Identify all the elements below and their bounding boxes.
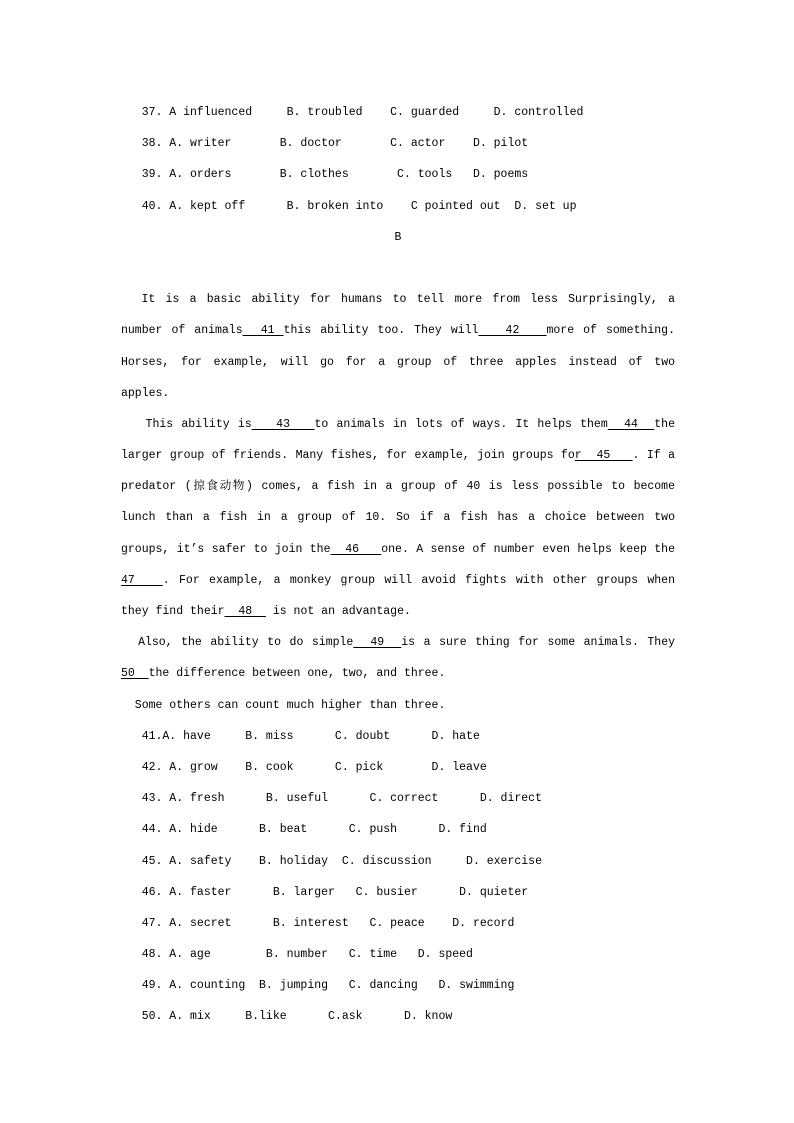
- text-segment: 40. A. kept off B. broken into C pointed out D. set up: [121, 199, 577, 213]
- section-header-line: [121, 222, 675, 253]
- answer-blank-42: 42: [478, 324, 547, 338]
- text-segment: the difference between one, two, and three.: [148, 667, 446, 681]
- text-segment: 47. A. secret B. interest C. peace D. record: [121, 916, 515, 930]
- answer-blank-43: 43: [251, 417, 315, 431]
- passage-line: [121, 627, 675, 658]
- question-line-40: [121, 191, 675, 222]
- passage-line: [121, 658, 675, 689]
- text-segment: 43. A. fresh B. useful C. correct D. direct: [121, 792, 542, 806]
- text-segment: 37. A influenced B. troubled C. guarded D. controlled: [121, 106, 584, 119]
- text-segment: 41.A. have B. miss C. doubt D. hate: [121, 729, 480, 743]
- text-segment: It is a basic ability for humans to tell more from less Surprisingly, a: [121, 293, 675, 307]
- question-line-38: [121, 128, 675, 159]
- answer-blank-45: r 45: [574, 449, 633, 463]
- text-segment: predator (掠食动物) comes, a fish in a group of 40 is less possible to become: [121, 480, 675, 494]
- text-segment: 38. A. writer B. doctor C. actor D. pilot: [121, 137, 529, 151]
- text-segment: this ability too. They will: [283, 324, 479, 338]
- question-line-37: [121, 97, 675, 128]
- text-segment: 50. A. mix B.like C.ask D. know: [121, 1010, 453, 1024]
- question-line-42: [121, 752, 675, 783]
- text-segment: is not an advantage.: [265, 605, 411, 618]
- passage-line: [121, 690, 675, 721]
- text-segment: Horses, for example, will go for a group of three apples instead of two: [121, 355, 675, 369]
- question-line-50: [121, 1001, 675, 1032]
- passage-line: [121, 440, 675, 471]
- passage-line: [121, 284, 675, 315]
- text-segment: 49. A. counting B. jumping C. dancing D. swimming: [121, 979, 515, 993]
- passage-line: [121, 596, 675, 627]
- text-segment: the: [654, 417, 675, 431]
- passage-line: [121, 378, 675, 409]
- text-segment: This ability is: [121, 417, 252, 431]
- answer-blank-44: 44: [607, 417, 655, 431]
- text-segment: groups, it’s safer to join the: [121, 542, 331, 556]
- question-line-46: [121, 877, 675, 908]
- question-line-43: [121, 783, 675, 814]
- text-segment: one. A sense of number even helps keep the: [381, 542, 675, 556]
- text-segment: more of something.: [546, 324, 675, 338]
- answer-blank-49: 49: [353, 636, 402, 650]
- text-segment: lunch than a fish in a group of 10. So if a fish has a choice between two: [121, 511, 675, 525]
- question-line-49: [121, 970, 675, 1001]
- answer-blank-41: 41: [242, 324, 284, 338]
- question-line-45: [121, 846, 675, 877]
- text-segment: they find their: [121, 605, 225, 618]
- passage-line: [121, 315, 675, 346]
- text-segment: 44. A. hide B. beat C. push D. find: [121, 823, 487, 837]
- text-segment: B: [394, 230, 402, 244]
- text-segment: larger group of friends. Many fishes, for example, join groups fo: [121, 449, 575, 463]
- blank-line: [121, 253, 675, 284]
- text-segment: Also, the ability to do simple: [121, 636, 354, 650]
- passage-line: [121, 347, 675, 378]
- question-line-41: [121, 721, 675, 752]
- text-segment: is a sure thing for some animals. They: [401, 636, 675, 650]
- question-line-47: [121, 908, 675, 939]
- passage-line: [121, 409, 675, 440]
- text-segment: number of animals: [121, 324, 243, 338]
- document-body: [121, 97, 675, 1033]
- passage-line: [121, 565, 675, 596]
- answer-blank-47: 47: [121, 573, 163, 587]
- question-line-44: [121, 814, 675, 845]
- text-segment: Some others can count much higher than three.: [121, 698, 446, 712]
- answer-blank-48: 48: [224, 605, 266, 618]
- text-segment: 48. A. age B. number C. time D. speed: [121, 948, 473, 962]
- answer-blank-50: 50: [121, 667, 149, 681]
- text-segment: 45. A. safety B. holiday C. discussion D. exercise: [121, 854, 542, 868]
- text-segment: 39. A. orders B. clothes C. tools D. poems: [121, 168, 529, 182]
- text-segment: to animals in lots of ways. It helps them: [314, 417, 608, 431]
- passage-line: [121, 534, 675, 565]
- question-line-48: [121, 939, 675, 970]
- text-segment: . For example, a monkey group will avoid fights with other groups when: [162, 573, 675, 587]
- text-segment: 42. A. grow B. cook C. pick D. leave: [121, 760, 487, 774]
- passage-line: [121, 471, 675, 502]
- passage-line: [121, 502, 675, 533]
- text-segment: apples.: [121, 386, 170, 400]
- text-segment: 46. A. faster B. larger C. busier D. quieter: [121, 885, 529, 899]
- text-segment: . If a: [632, 449, 675, 463]
- answer-blank-46: 46: [330, 542, 382, 556]
- question-line-39: [121, 159, 675, 190]
